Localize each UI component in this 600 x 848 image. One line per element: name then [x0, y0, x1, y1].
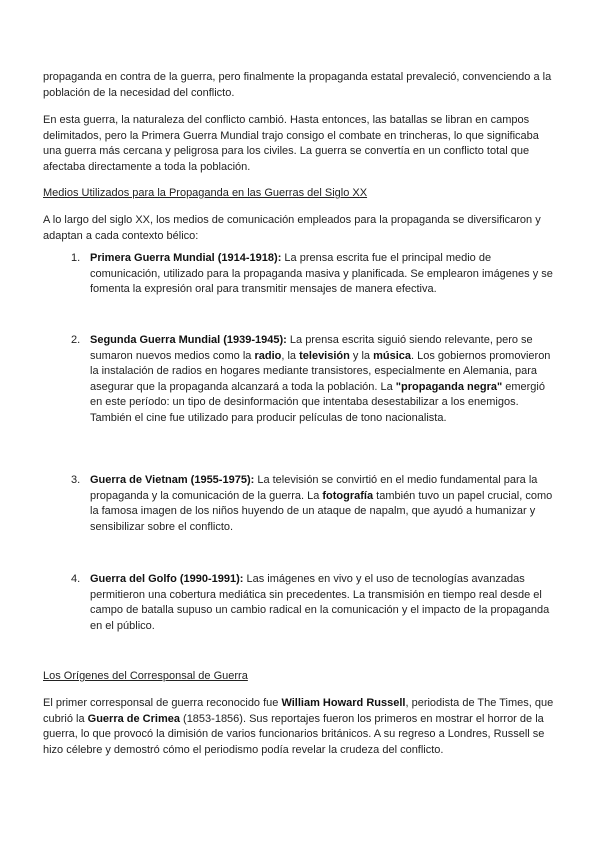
- paragraph-media-intro: A lo largo del siglo XX, los medios de comunicación empleados para la propaganda se diversificaron y adaptan a cada contexto bélico:: [43, 214, 541, 242]
- paragraph-text: (1853-1856). Sus reportajes fueron los primeros en mostrar el horror de la guerra, lo que provocó la dimisión de varios funcionarios británicos. A su regreso a Londres, Russell se hizo célebre y demostró cómo el periodismo podía revelar la crudeza del conflicto.: [43, 712, 545, 756]
- list-number: 4.: [71, 573, 81, 585]
- item-title: Guerra del Golfo (1990-1991):: [90, 573, 244, 585]
- paragraph-war-nature: En esta guerra, la naturaleza del conflicto cambió. Hasta entonces, las batallas se libran en campos delimitados, pero la Primera Guerra Mundial trajo consigo el combate en trincheras, lo que significaba una guerra más cercana y peligrosa para los civiles. La guerra se convertía en un conflicto total que afectaba directamente a toda la población.: [43, 114, 539, 173]
- paragraph-intro-end: propaganda en contra de la guerra, pero finalmente la propaganda estatal prevaleció, convenciendo a la población de la necesidad del conflicto.: [43, 71, 552, 99]
- heading-origins: Los Orígenes del Corresponsal de Guerra: [43, 670, 248, 682]
- bold-russell: William Howard Russell: [281, 697, 406, 709]
- item-text: La prensa escrita siguió siendo relevante, pero se sumaron nuevos medios como la: [90, 334, 533, 362]
- list-item-ww2: [71, 333, 560, 426]
- item-title: Segunda Guerra Mundial (1939-1945):: [90, 334, 287, 346]
- bold-television: televisión: [299, 349, 350, 362]
- item-title: Primera Guerra Mundial (1914-1918):: [90, 252, 282, 264]
- list-number: 1.: [71, 252, 81, 264]
- bold-music: música: [373, 349, 412, 362]
- paragraph-text: , periodista de The Times, que cubrió la: [43, 697, 554, 725]
- list-item-ww1: [71, 251, 560, 298]
- item-text: Las imágenes en vivo y el uso de tecnologías avanzadas permitieron una cobertura mediática sin precedentes. La transmisión en tiempo real desde el campo de batalla supuso un cambio radical en la comunicación y el impacto de la propaganda en el público.: [90, 573, 550, 632]
- item-text: La prensa escrita fue el principal medio de comunicación, utilizado para la propaganda masiva y planificada. Se emplearon imágenes y se fomenta la expresión oral para transmitir mensajes de manera efectiva.: [90, 252, 553, 295]
- item-text: La televisión se convirtió en el medio fundamental para la propaganda y la comunicación de la guerra. La: [90, 474, 538, 502]
- item-text: y la: [349, 349, 374, 362]
- list-number: 2.: [71, 334, 81, 346]
- item-text: emergió en este período: un tipo de desinformación que intentaba desestabilizar a los enemigos. También el cine fue utilizado para producir películas de tono nacionalista.: [90, 380, 545, 424]
- bold-radio: radio: [254, 349, 282, 362]
- bold-black-propaganda: "propaganda negra": [395, 380, 503, 393]
- heading-media: Medios Utilizados para la Propaganda en las Guerras del Siglo XX: [43, 187, 368, 199]
- list-item-gulf: [71, 572, 560, 634]
- paragraph-text: El primer corresponsal de guerra reconocido fue: [43, 697, 282, 709]
- item-text: también tuvo un papel crucial, como la famosa imagen de los niños huyendo de un ataque de napalm, que ayudó a humanizar y sensibilizar sobre el conflicto.: [90, 489, 553, 533]
- item-title: Guerra de Vietnam (1955-1975):: [90, 474, 255, 486]
- list-item-vietnam: [71, 473, 560, 535]
- list-number: 3.: [71, 474, 81, 486]
- paragraph-origins: [43, 696, 558, 758]
- bold-photography: fotografía: [322, 489, 374, 502]
- item-text: . Los gobiernos promovieron la instalación de radios en hogares mediante transistores, especialmente en Alemania, para asegurar que la propaganda alcanzará a toda la población. La: [90, 349, 551, 393]
- item-text: , la: [281, 349, 300, 362]
- bold-crimea: Guerra de Crimea: [87, 712, 180, 725]
